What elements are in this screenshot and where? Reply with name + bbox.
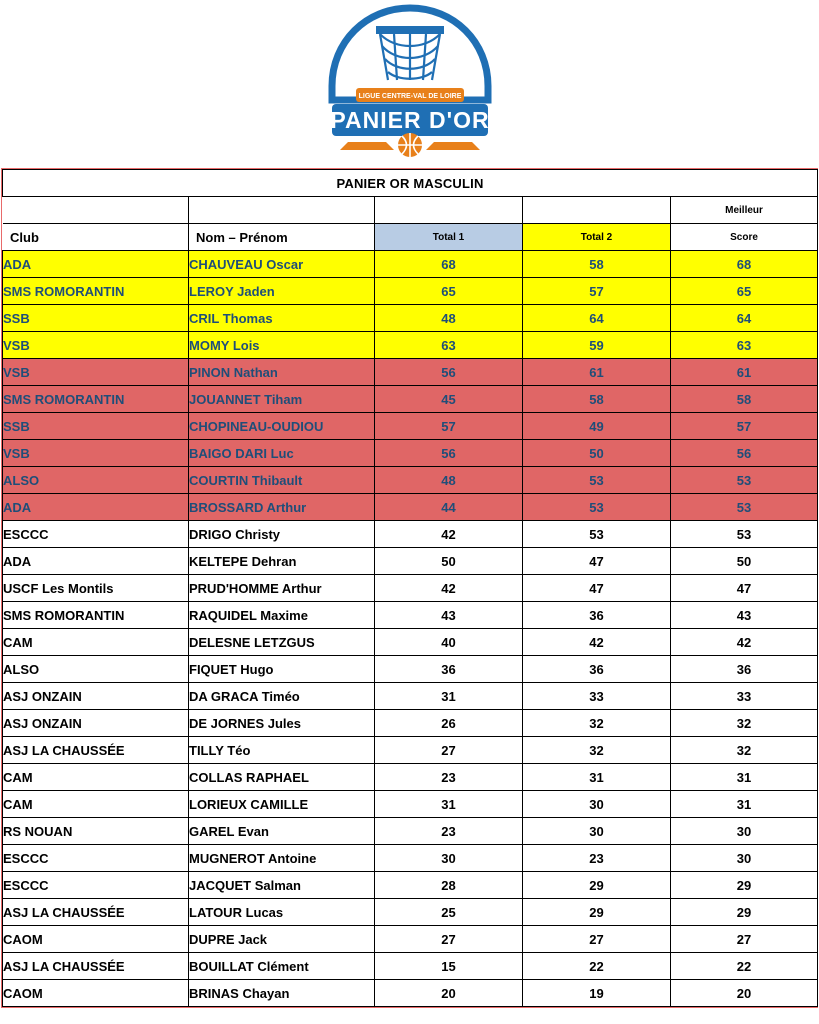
column-header-name: Nom – Prénom bbox=[189, 224, 375, 251]
cell-total1: 27 bbox=[375, 737, 523, 764]
cell-club: CAOM bbox=[3, 980, 189, 1007]
cell-best-score: 30 bbox=[671, 845, 818, 872]
table-row bbox=[3, 359, 818, 386]
table-row bbox=[3, 467, 818, 494]
cell-club: CAM bbox=[3, 764, 189, 791]
table-row bbox=[3, 926, 818, 953]
cell-total2: 53 bbox=[523, 521, 671, 548]
cell-total1: 31 bbox=[375, 791, 523, 818]
cell-best-score: 53 bbox=[671, 521, 818, 548]
cell-player-name: COLLAS RAPHAEL bbox=[189, 764, 375, 791]
cell-total2: 27 bbox=[523, 926, 671, 953]
cell-total2: 32 bbox=[523, 737, 671, 764]
table-row bbox=[3, 980, 818, 1007]
cell-player-name: BROSSARD Arthur bbox=[189, 494, 375, 521]
cell-total1: 48 bbox=[375, 467, 523, 494]
cell-total1: 26 bbox=[375, 710, 523, 737]
subheader-blank-name bbox=[189, 197, 375, 224]
cell-total2: 57 bbox=[523, 278, 671, 305]
subheader-meilleur-label: Meilleur bbox=[671, 197, 818, 224]
cell-club: ASJ LA CHAUSSÉE bbox=[3, 737, 189, 764]
table-row bbox=[3, 818, 818, 845]
cell-best-score: 57 bbox=[671, 413, 818, 440]
column-header-score: Score bbox=[671, 224, 818, 251]
table-row bbox=[3, 494, 818, 521]
subheader-blank-total1 bbox=[375, 197, 523, 224]
cell-total2: 36 bbox=[523, 602, 671, 629]
cell-club: ALSO bbox=[3, 656, 189, 683]
cell-total1: 57 bbox=[375, 413, 523, 440]
basketball-hoop-logo-icon bbox=[310, 4, 510, 164]
cell-total1: 23 bbox=[375, 764, 523, 791]
cell-club: CAOM bbox=[3, 926, 189, 953]
cell-total1: 23 bbox=[375, 818, 523, 845]
cell-player-name: JACQUET Salman bbox=[189, 872, 375, 899]
cell-player-name: FIQUET Hugo bbox=[189, 656, 375, 683]
cell-best-score: 32 bbox=[671, 710, 818, 737]
cell-club: ALSO bbox=[3, 467, 189, 494]
cell-best-score: 27 bbox=[671, 926, 818, 953]
cell-total2: 47 bbox=[523, 548, 671, 575]
cell-club: ASJ ONZAIN bbox=[3, 710, 189, 737]
cell-total1: 65 bbox=[375, 278, 523, 305]
cell-best-score: 56 bbox=[671, 440, 818, 467]
cell-total1: 42 bbox=[375, 575, 523, 602]
cell-club: RS NOUAN bbox=[3, 818, 189, 845]
cell-player-name: CHOPINEAU-OUDIOU bbox=[189, 413, 375, 440]
cell-total2: 22 bbox=[523, 953, 671, 980]
cell-club: ADA bbox=[3, 494, 189, 521]
table-row bbox=[3, 629, 818, 656]
cell-player-name: KELTEPE Dehran bbox=[189, 548, 375, 575]
table-row bbox=[3, 845, 818, 872]
logo-header bbox=[0, 0, 819, 168]
cell-player-name: DE JORNES Jules bbox=[189, 710, 375, 737]
cell-best-score: 53 bbox=[671, 494, 818, 521]
cell-player-name: BRINAS Chayan bbox=[189, 980, 375, 1007]
cell-club: SMS ROMORANTIN bbox=[3, 278, 189, 305]
cell-best-score: 32 bbox=[671, 737, 818, 764]
cell-player-name: LATOUR Lucas bbox=[189, 899, 375, 926]
table-row bbox=[3, 440, 818, 467]
cell-total1: 28 bbox=[375, 872, 523, 899]
table-row bbox=[3, 737, 818, 764]
cell-club: ASJ LA CHAUSSÉE bbox=[3, 899, 189, 926]
table-row bbox=[3, 332, 818, 359]
cell-total1: 56 bbox=[375, 359, 523, 386]
table-header-row bbox=[3, 224, 818, 251]
cell-total2: 36 bbox=[523, 656, 671, 683]
cell-club: ADA bbox=[3, 251, 189, 278]
cell-club: SSB bbox=[3, 305, 189, 332]
cell-club: CAM bbox=[3, 791, 189, 818]
cell-player-name: COURTIN Thibault bbox=[189, 467, 375, 494]
cell-total1: 50 bbox=[375, 548, 523, 575]
cell-player-name: DELESNE LETZGUS bbox=[189, 629, 375, 656]
cell-total2: 59 bbox=[523, 332, 671, 359]
cell-club: VSB bbox=[3, 440, 189, 467]
table-row bbox=[3, 764, 818, 791]
cell-total2: 47 bbox=[523, 575, 671, 602]
cell-total1: 27 bbox=[375, 926, 523, 953]
table-body bbox=[3, 251, 818, 1007]
cell-player-name: LORIEUX CAMILLE bbox=[189, 791, 375, 818]
cell-club: SMS ROMORANTIN bbox=[3, 386, 189, 413]
cell-player-name: RAQUIDEL Maxime bbox=[189, 602, 375, 629]
cell-total2: 58 bbox=[523, 386, 671, 413]
cell-total1: 44 bbox=[375, 494, 523, 521]
cell-total1: 36 bbox=[375, 656, 523, 683]
cell-club: VSB bbox=[3, 359, 189, 386]
cell-total2: 50 bbox=[523, 440, 671, 467]
table-row bbox=[3, 899, 818, 926]
logo-league-text: LIGUE CENTRE-VAL DE LOIRE bbox=[358, 93, 461, 100]
table-row bbox=[3, 710, 818, 737]
cell-total1: 15 bbox=[375, 953, 523, 980]
cell-best-score: 30 bbox=[671, 818, 818, 845]
cell-total2: 31 bbox=[523, 764, 671, 791]
cell-best-score: 31 bbox=[671, 764, 818, 791]
cell-best-score: 63 bbox=[671, 332, 818, 359]
cell-total2: 32 bbox=[523, 710, 671, 737]
cell-total2: 53 bbox=[523, 494, 671, 521]
cell-player-name: GAREL Evan bbox=[189, 818, 375, 845]
cell-club: ESCCC bbox=[3, 872, 189, 899]
cell-best-score: 29 bbox=[671, 899, 818, 926]
cell-club: SMS ROMORANTIN bbox=[3, 602, 189, 629]
cell-total2: 53 bbox=[523, 467, 671, 494]
cell-player-name: TILLY Téo bbox=[189, 737, 375, 764]
cell-total2: 64 bbox=[523, 305, 671, 332]
subheader-blank-total2 bbox=[523, 197, 671, 224]
results-table bbox=[2, 169, 818, 1007]
cell-best-score: 42 bbox=[671, 629, 818, 656]
cell-total2: 29 bbox=[523, 899, 671, 926]
cell-total1: 25 bbox=[375, 899, 523, 926]
table-row bbox=[3, 575, 818, 602]
table-row bbox=[3, 872, 818, 899]
cell-player-name: BOUILLAT Clément bbox=[189, 953, 375, 980]
column-header-total1: Total 1 bbox=[375, 224, 523, 251]
cell-player-name: BAIGO DARI Luc bbox=[189, 440, 375, 467]
table-row bbox=[3, 602, 818, 629]
panier-dor-logo bbox=[310, 4, 510, 164]
cell-player-name: PINON Nathan bbox=[189, 359, 375, 386]
table-row bbox=[3, 953, 818, 980]
cell-total2: 33 bbox=[523, 683, 671, 710]
cell-total1: 42 bbox=[375, 521, 523, 548]
table-row bbox=[3, 386, 818, 413]
cell-total1: 45 bbox=[375, 386, 523, 413]
cell-total2: 61 bbox=[523, 359, 671, 386]
cell-total1: 63 bbox=[375, 332, 523, 359]
results-table-container bbox=[1, 168, 818, 1008]
table-row bbox=[3, 278, 818, 305]
cell-best-score: 47 bbox=[671, 575, 818, 602]
cell-player-name: DUPRE Jack bbox=[189, 926, 375, 953]
cell-total1: 68 bbox=[375, 251, 523, 278]
cell-best-score: 58 bbox=[671, 386, 818, 413]
table-row bbox=[3, 521, 818, 548]
table-row bbox=[3, 413, 818, 440]
cell-best-score: 53 bbox=[671, 467, 818, 494]
cell-club: CAM bbox=[3, 629, 189, 656]
cell-best-score: 65 bbox=[671, 278, 818, 305]
cell-best-score: 36 bbox=[671, 656, 818, 683]
cell-total2: 30 bbox=[523, 791, 671, 818]
cell-total2: 29 bbox=[523, 872, 671, 899]
cell-best-score: 20 bbox=[671, 980, 818, 1007]
cell-club: SSB bbox=[3, 413, 189, 440]
cell-total1: 31 bbox=[375, 683, 523, 710]
cell-best-score: 43 bbox=[671, 602, 818, 629]
cell-player-name: DRIGO Christy bbox=[189, 521, 375, 548]
cell-best-score: 22 bbox=[671, 953, 818, 980]
cell-total1: 43 bbox=[375, 602, 523, 629]
cell-player-name: MOMY Lois bbox=[189, 332, 375, 359]
cell-best-score: 29 bbox=[671, 872, 818, 899]
cell-best-score: 61 bbox=[671, 359, 818, 386]
table-row bbox=[3, 251, 818, 278]
cell-player-name: DA GRACA Timéo bbox=[189, 683, 375, 710]
cell-club: USCF Les Montils bbox=[3, 575, 189, 602]
cell-total2: 49 bbox=[523, 413, 671, 440]
table-title-row bbox=[3, 170, 818, 197]
cell-best-score: 68 bbox=[671, 251, 818, 278]
page-title: PANIER OR MASCULIN bbox=[3, 170, 818, 197]
cell-player-name: JOUANNET Tiham bbox=[189, 386, 375, 413]
cell-total1: 30 bbox=[375, 845, 523, 872]
column-header-total2: Total 2 bbox=[523, 224, 671, 251]
table-row bbox=[3, 791, 818, 818]
cell-total1: 40 bbox=[375, 629, 523, 656]
cell-club: ESCCC bbox=[3, 845, 189, 872]
subheader-blank-club bbox=[3, 197, 189, 224]
cell-total2: 58 bbox=[523, 251, 671, 278]
column-header-club: Club bbox=[3, 224, 189, 251]
cell-club: ESCCC bbox=[3, 521, 189, 548]
cell-club: VSB bbox=[3, 332, 189, 359]
cell-player-name: CHAUVEAU Oscar bbox=[189, 251, 375, 278]
cell-best-score: 33 bbox=[671, 683, 818, 710]
table-row bbox=[3, 548, 818, 575]
cell-best-score: 64 bbox=[671, 305, 818, 332]
table-row bbox=[3, 683, 818, 710]
cell-player-name: CRIL Thomas bbox=[189, 305, 375, 332]
cell-club: ADA bbox=[3, 548, 189, 575]
cell-total1: 56 bbox=[375, 440, 523, 467]
cell-player-name: MUGNEROT Antoine bbox=[189, 845, 375, 872]
cell-total2: 30 bbox=[523, 818, 671, 845]
cell-total2: 19 bbox=[523, 980, 671, 1007]
cell-player-name: PRUD'HOMME Arthur bbox=[189, 575, 375, 602]
logo-wordmark: PANIER D'OR bbox=[329, 107, 490, 133]
table-subheader-row bbox=[3, 197, 818, 224]
cell-best-score: 50 bbox=[671, 548, 818, 575]
cell-total2: 42 bbox=[523, 629, 671, 656]
table-row bbox=[3, 656, 818, 683]
cell-best-score: 31 bbox=[671, 791, 818, 818]
cell-total2: 23 bbox=[523, 845, 671, 872]
cell-club: ASJ ONZAIN bbox=[3, 683, 189, 710]
table-row bbox=[3, 305, 818, 332]
cell-player-name: LEROY Jaden bbox=[189, 278, 375, 305]
cell-total1: 48 bbox=[375, 305, 523, 332]
cell-total1: 20 bbox=[375, 980, 523, 1007]
cell-club: ASJ LA CHAUSSÉE bbox=[3, 953, 189, 980]
